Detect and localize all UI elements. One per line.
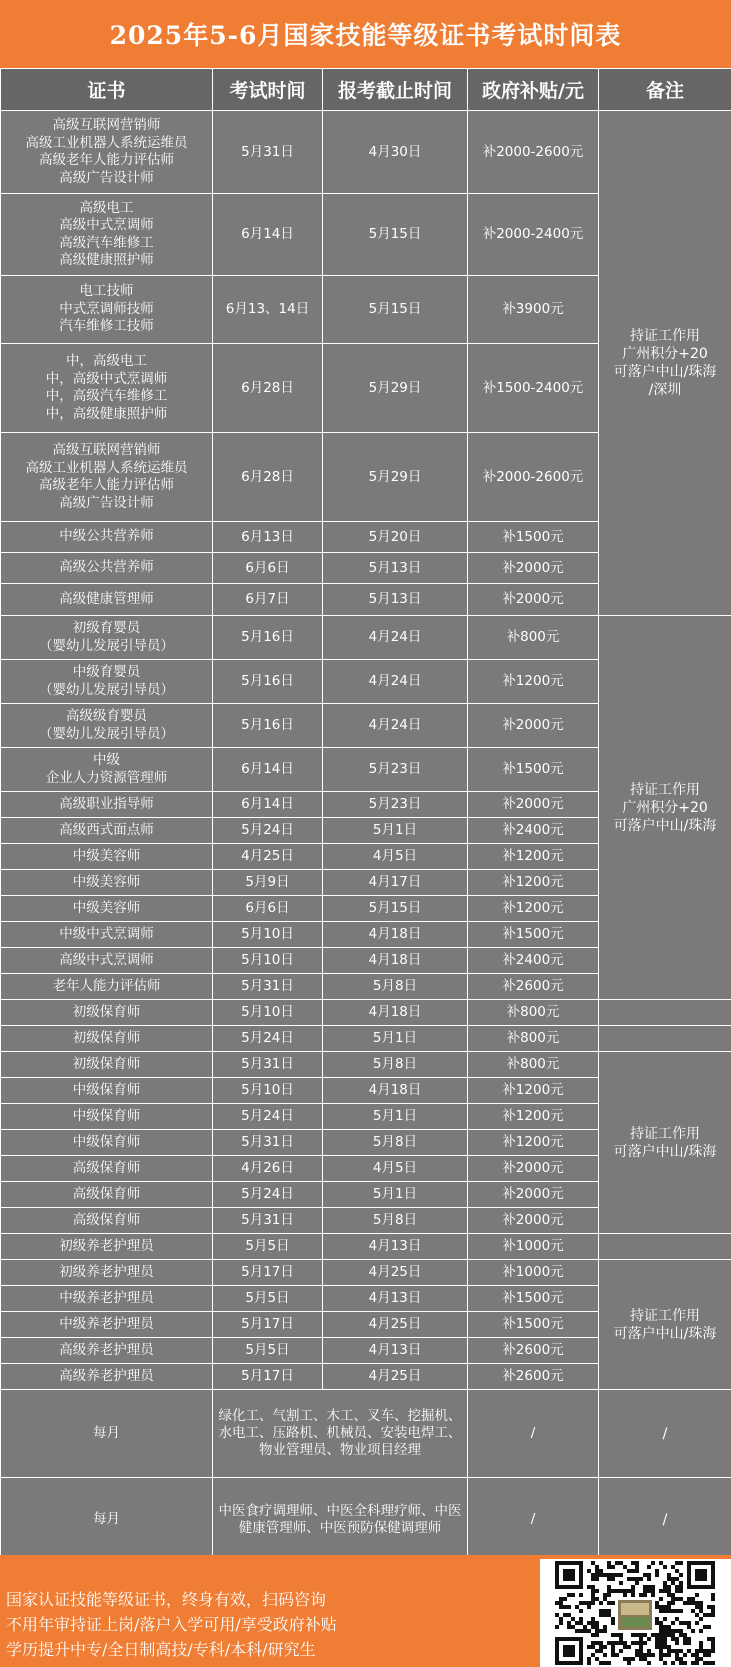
exam-date-cell: 6月13、14日	[213, 276, 323, 344]
exam-date-cell: 5月9日	[213, 870, 323, 896]
certificate-cell: 高级保育师	[1, 1156, 213, 1182]
subsidy-cell: 补1500-2400元	[468, 344, 599, 433]
deadline-cell: 5月8日	[323, 1208, 468, 1234]
exam-date-cell: 5月31日	[213, 1052, 323, 1078]
exam-date-cell: 5月17日	[213, 1260, 323, 1286]
exam-date-cell: 5月5日	[213, 1286, 323, 1312]
subsidy-cell: 补800元	[468, 616, 599, 660]
subsidy-cell: 补1000元	[468, 1234, 599, 1260]
deadline-cell: 4月25日	[323, 1312, 468, 1338]
deadline-cell: 4月18日	[323, 1000, 468, 1026]
subsidy-cell: 补2000-2600元	[468, 111, 599, 194]
subsidy-cell: 补800元	[468, 1000, 599, 1026]
table-row	[1, 1260, 731, 1286]
certificate-cell: 高级中式烹调师	[1, 948, 213, 974]
deadline-cell: 4月13日	[323, 1234, 468, 1260]
certificate-cell: 中级养老护理员	[1, 1286, 213, 1312]
deadline-cell: 5月29日	[323, 344, 468, 433]
exam-date-cell: 5月24日	[213, 1104, 323, 1130]
header-certificate: 证书	[1, 69, 213, 111]
exam-date-cell: 5月5日	[213, 1234, 323, 1260]
deadline-cell: 5月23日	[323, 748, 468, 792]
certificate-cell: 中级公共营养师	[1, 522, 213, 553]
certificate-cell: 高级电工 高级中式烹调师 高级汽车维修工 高级健康照护师	[1, 194, 213, 276]
exam-date-cell: 6月14日	[213, 748, 323, 792]
subsidy-cell: 补2000元	[468, 1208, 599, 1234]
subsidy-cell: 补2600元	[468, 1338, 599, 1364]
certificate-cell: 中级养老护理员	[1, 1312, 213, 1338]
certificate-cell: 中级美容师	[1, 896, 213, 922]
deadline-cell: 5月8日	[323, 974, 468, 1000]
remark-cell: 持证工作用 广州积分+20 可落户中山/珠海 /深圳	[599, 111, 731, 616]
subsidy-cell: 补1200元	[468, 896, 599, 922]
certificate-cell: 老年人能力评估师	[1, 974, 213, 1000]
exam-date-cell: 6月14日	[213, 792, 323, 818]
table-row	[1, 616, 731, 660]
subsidy-cell: 补1200元	[468, 870, 599, 896]
certificate-cell: 电工技师 中式烹调师技师 汽车维修工技师	[1, 276, 213, 344]
exam-date-cell: 5月10日	[213, 1078, 323, 1104]
certificate-cell: 高级保育师	[1, 1208, 213, 1234]
deadline-cell: 5月15日	[323, 896, 468, 922]
deadline-cell: 4月24日	[323, 704, 468, 748]
certificate-cell: 中级美容师	[1, 844, 213, 870]
certificate-cell: 高级养老护理员	[1, 1338, 213, 1364]
remark-cell	[599, 1000, 731, 1026]
subsidy-cell: 补2000-2600元	[468, 433, 599, 522]
subsidy-cell: 补2000元	[468, 584, 599, 616]
certificate-cell: 中，高级电工 中，高级中式烹调师 中，高级汽车维修工 中，高级健康照护师	[1, 344, 213, 433]
subsidy-cell: 补1500元	[468, 522, 599, 553]
deadline-cell: 4月5日	[323, 844, 468, 870]
subsidy-cell: 补2600元	[468, 1364, 599, 1390]
exam-date-cell: 5月24日	[213, 1026, 323, 1052]
deadline-cell: 5月29日	[323, 433, 468, 522]
exam-date-cell: 6月13日	[213, 522, 323, 553]
exam-date-cell: 6月28日	[213, 433, 323, 522]
monthly-label-cell: 每月	[1, 1390, 213, 1478]
subsidy-cell: 补1200元	[468, 844, 599, 870]
footer-text	[6, 1587, 526, 1662]
certificate-cell: 中级保育师	[1, 1130, 213, 1156]
exam-date-cell: 6月14日	[213, 194, 323, 276]
remark-cell: /	[599, 1478, 731, 1562]
exam-date-cell: 5月31日	[213, 1208, 323, 1234]
deadline-cell: 4月5日	[323, 1156, 468, 1182]
subsidy-cell: 补2000元	[468, 792, 599, 818]
exam-date-cell: 5月5日	[213, 1338, 323, 1364]
deadline-cell: 5月13日	[323, 553, 468, 584]
certificate-cell: 初级育婴员 （婴幼儿发展引导员）	[1, 616, 213, 660]
certificate-cell: 高级健康管理师	[1, 584, 213, 616]
remark-cell: 持证工作用 广州积分+20 可落户中山/珠海	[599, 616, 731, 1000]
exam-date-cell: 5月24日	[213, 818, 323, 844]
subsidy-cell: 补2000-2400元	[468, 194, 599, 276]
certificate-cell: 高级职业指导师	[1, 792, 213, 818]
certificate-cell: 高级互联网营销师 高级工业机器人系统运维员 高级老年人能力评估师 高级广告设计师	[1, 433, 213, 522]
exam-date-cell: 5月24日	[213, 1182, 323, 1208]
deadline-cell: 5月1日	[323, 818, 468, 844]
monthly-row	[1, 1478, 731, 1562]
table-row	[1, 1234, 731, 1260]
subsidy-cell: 补1200元	[468, 1104, 599, 1130]
deadline-cell: 4月30日	[323, 111, 468, 194]
subsidy-cell: 补1500元	[468, 1312, 599, 1338]
header-subsidy: 政府补贴/元	[468, 69, 599, 111]
subsidy-cell: 补1500元	[468, 922, 599, 948]
certificate-cell: 高级公共营养师	[1, 553, 213, 584]
table-row	[1, 1052, 731, 1078]
certificate-cell: 初级养老护理员	[1, 1260, 213, 1286]
certificate-cell: 中级中式烹调师	[1, 922, 213, 948]
page-title: 2025年5-6月国家技能等级证书考试时间表	[0, 0, 731, 68]
deadline-cell: 5月13日	[323, 584, 468, 616]
deadline-cell: 5月1日	[323, 1182, 468, 1208]
certificate-cell: 初级保育师	[1, 1052, 213, 1078]
exam-date-cell: 5月16日	[213, 660, 323, 704]
subsidy-cell: 补2600元	[468, 974, 599, 1000]
exam-date-cell: 5月31日	[213, 111, 323, 194]
certificate-cell: 高级养老护理员	[1, 1364, 213, 1390]
deadline-cell: 5月1日	[323, 1026, 468, 1052]
deadline-cell: 5月1日	[323, 1104, 468, 1130]
deadline-cell: 4月17日	[323, 870, 468, 896]
exam-date-cell: 4月25日	[213, 844, 323, 870]
exam-date-cell: 6月7日	[213, 584, 323, 616]
exam-date-cell: 5月17日	[213, 1312, 323, 1338]
remark-cell: 持证工作用 可落户中山/珠海	[599, 1260, 731, 1390]
table-row	[1, 1000, 731, 1026]
remark-cell	[599, 1026, 731, 1052]
subsidy-cell: 补1200元	[468, 660, 599, 704]
certificate-cell: 初级养老护理员	[1, 1234, 213, 1260]
exam-date-cell: 4月26日	[213, 1156, 323, 1182]
footer-line: 不用年审持证上岗/落户入学可用/享受政府补贴	[6, 1615, 337, 1634]
exam-date-cell: 6月28日	[213, 344, 323, 433]
deadline-cell: 4月13日	[323, 1286, 468, 1312]
subsidy-cell: 补1200元	[468, 1130, 599, 1156]
subsidy-cell: 补2000元	[468, 704, 599, 748]
deadline-cell: 4月18日	[323, 948, 468, 974]
exam-schedule-table	[0, 68, 731, 1562]
subsidy-cell: 补1500元	[468, 1286, 599, 1312]
deadline-cell: 5月23日	[323, 792, 468, 818]
monthly-row	[1, 1390, 731, 1478]
exam-date-cell: 5月31日	[213, 1130, 323, 1156]
monthly-certificates-cell: 中医食疗调理师、中医全科理疗师、中医健康管理师、中医预防保健调理师	[213, 1478, 468, 1562]
certificate-cell: 高级互联网营销师 高级工业机器人系统运维员 高级老年人能力评估师 高级广告设计师	[1, 111, 213, 194]
subsidy-cell: 补1500元	[468, 748, 599, 792]
footer-line: 国家认证技能等级证书，终身有效，扫码咨询	[6, 1590, 327, 1609]
deadline-cell: 4月13日	[323, 1338, 468, 1364]
table-row	[1, 111, 731, 194]
deadline-cell: 5月15日	[323, 194, 468, 276]
subsidy-cell: 补2000元	[468, 1182, 599, 1208]
deadline-cell: 4月24日	[323, 616, 468, 660]
monthly-label-cell: 每月	[1, 1478, 213, 1562]
qr-code-icon	[555, 1561, 715, 1665]
subsidy-cell: 补2000元	[468, 553, 599, 584]
subsidy-cell: 补2000元	[468, 1156, 599, 1182]
certificate-cell: 中级 企业人力资源管理师	[1, 748, 213, 792]
deadline-cell: 5月20日	[323, 522, 468, 553]
subsidy-cell: /	[468, 1478, 599, 1562]
subsidy-cell: 补800元	[468, 1052, 599, 1078]
certificate-cell: 高级保育师	[1, 1182, 213, 1208]
footer-line: 学历提升中专/全日制高技/专科/本科/研究生	[6, 1640, 316, 1659]
table-row	[1, 1026, 731, 1052]
monthly-certificates-cell: 绿化工、气割工、木工、叉车、挖掘机、水电工、压路机、机械员、安装电焊工、物业管理员、物业项目经理	[213, 1390, 468, 1478]
subsidy-cell: 补800元	[468, 1026, 599, 1052]
subsidy-cell: 补1200元	[468, 1078, 599, 1104]
remark-cell: 持证工作用 可落户中山/珠海	[599, 1052, 731, 1234]
certificate-cell: 中级美容师	[1, 870, 213, 896]
remark-cell: /	[599, 1390, 731, 1478]
deadline-cell: 4月25日	[323, 1364, 468, 1390]
exam-date-cell: 5月10日	[213, 948, 323, 974]
table-header-row	[1, 69, 731, 111]
exam-date-cell: 6月6日	[213, 553, 323, 584]
deadline-cell: 4月24日	[323, 660, 468, 704]
deadline-cell: 4月25日	[323, 1260, 468, 1286]
certificate-cell: 中级育婴员 （婴幼儿发展引导员）	[1, 660, 213, 704]
deadline-cell: 4月18日	[323, 1078, 468, 1104]
subsidy-cell: 补2400元	[468, 818, 599, 844]
exam-date-cell: 5月17日	[213, 1364, 323, 1390]
deadline-cell: 4月18日	[323, 922, 468, 948]
exam-date-cell: 5月16日	[213, 704, 323, 748]
certificate-cell: 中级保育师	[1, 1078, 213, 1104]
exam-date-cell: 5月10日	[213, 922, 323, 948]
deadline-cell: 5月8日	[323, 1052, 468, 1078]
certificate-cell: 初级保育师	[1, 1000, 213, 1026]
subsidy-cell: /	[468, 1390, 599, 1478]
certificate-cell: 高级西式面点师	[1, 818, 213, 844]
deadline-cell: 5月15日	[323, 276, 468, 344]
subsidy-cell: 补2400元	[468, 948, 599, 974]
qr-code-panel	[540, 1559, 731, 1667]
remark-cell	[599, 1234, 731, 1260]
subsidy-cell: 补3900元	[468, 276, 599, 344]
header-exam-date: 考试时间	[213, 69, 323, 111]
certificate-cell: 高级级育婴员 （婴幼儿发展引导员）	[1, 704, 213, 748]
deadline-cell: 5月8日	[323, 1130, 468, 1156]
header-deadline: 报考截止时间	[323, 69, 468, 111]
header-remarks: 备注	[599, 69, 731, 111]
exam-date-cell: 5月10日	[213, 1000, 323, 1026]
exam-date-cell: 6月6日	[213, 896, 323, 922]
exam-date-cell: 5月31日	[213, 974, 323, 1000]
certificate-cell: 中级保育师	[1, 1104, 213, 1130]
subsidy-cell: 补1000元	[468, 1260, 599, 1286]
exam-date-cell: 5月16日	[213, 616, 323, 660]
certificate-cell: 初级保育师	[1, 1026, 213, 1052]
